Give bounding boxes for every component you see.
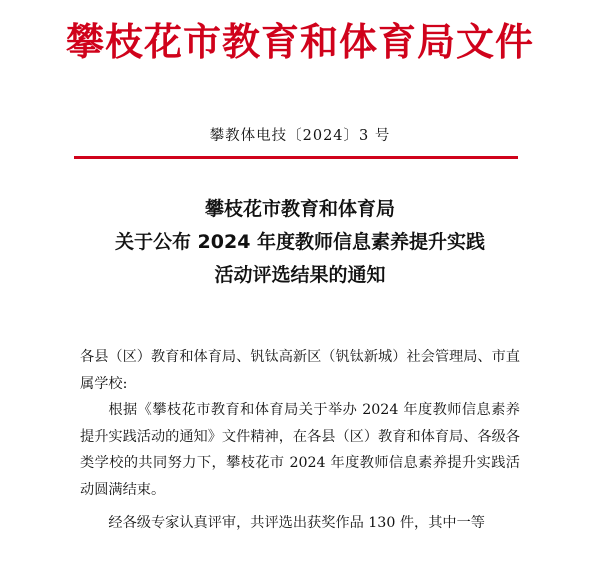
red-divider-line <box>74 156 518 159</box>
body-paragraph-2: 经各级专家认真评审，共评选出获奖作品 130 件，其中一等 <box>108 514 485 531</box>
red-header-title: 攀枝花市教育和体育局文件 <box>65 20 534 64</box>
notice-title-line-1: 攀枝花市教育和体育局 <box>204 198 395 220</box>
salutation: 各县（区）教育和体育局、钒钛高新区（钒钛新城）社会管理局、市直属学校: <box>80 349 520 392</box>
notice-title-line-2: 关于公布 2024 年度教师信息素养提升实践 <box>114 231 486 253</box>
document-number: 攀教体电技〔2024〕3 号 <box>209 128 391 144</box>
body-paragraph-1: 根据《攀枝花市教育和体育局关于举办 2024 年度教师信息素养提升实践活动的通知》文件精神，在各县（区）教育和体育局、各级各类学校的共同努力下，攀枝花市 2024 年度教师信息素养提升实践活动圆满结束。 <box>80 402 520 498</box>
notice-title <box>0 193 600 292</box>
document-body <box>80 344 520 536</box>
notice-title-line-3: 活动评选结果的通知 <box>214 264 386 286</box>
